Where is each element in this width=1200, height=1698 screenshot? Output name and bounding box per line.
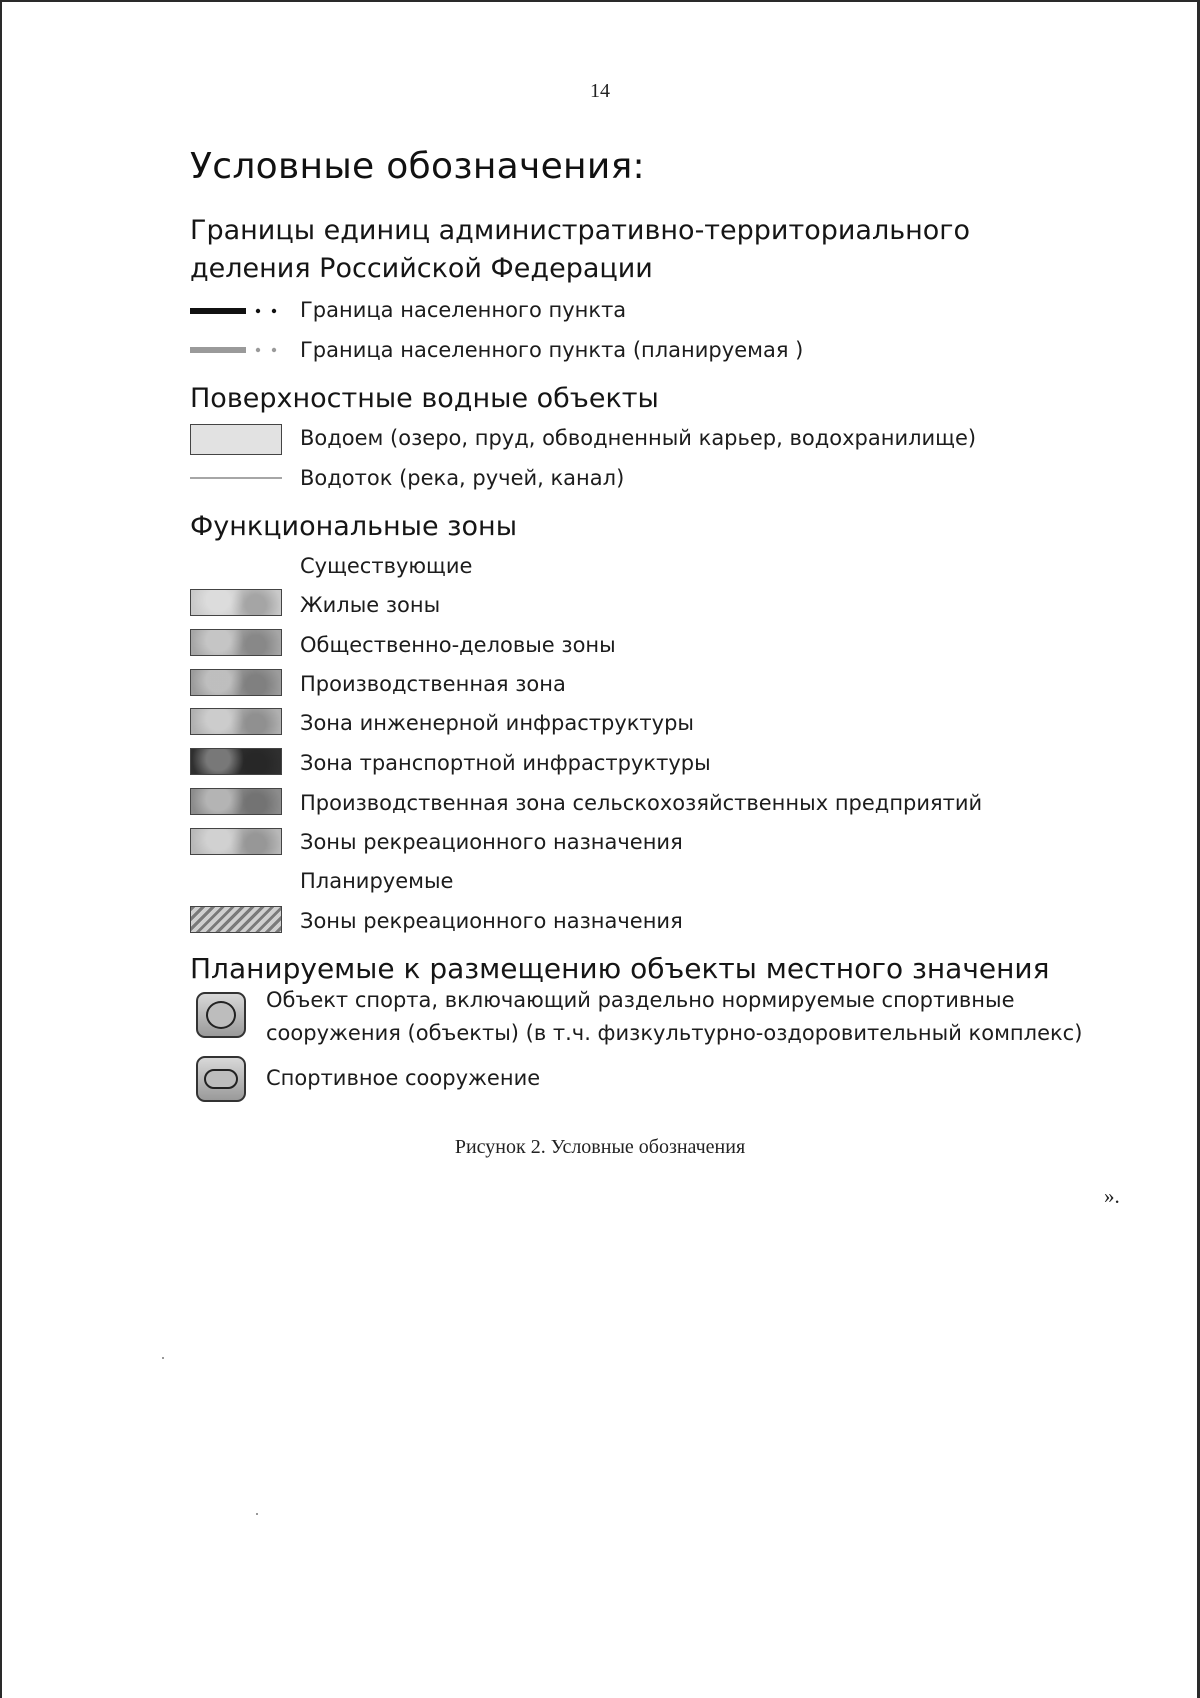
zone-swatch-recreational-planned <box>190 906 282 933</box>
soccer-ball-icon <box>196 992 246 1038</box>
scan-edge-left <box>0 0 2 1698</box>
figure-caption: Рисунок 2. Условные обозначения <box>454 1136 746 1158</box>
zones-heading: Функциональные зоны <box>190 511 518 542</box>
legend-title: Условные обозначения: <box>190 146 645 187</box>
border-item-planned: Граница населенного пункта (планируемая ) <box>300 338 804 362</box>
zone-swatch-residential <box>190 589 282 616</box>
settlement-border-symbol <box>190 304 282 318</box>
stadium-icon <box>196 1056 246 1102</box>
border-item-existing: Граница населенного пункта <box>300 298 627 322</box>
planned-settlement-border-symbol <box>190 343 282 357</box>
zone-engineering: Зона инженерной инфраструктуры <box>300 711 695 735</box>
zones-planned-label: Планируемые <box>300 869 454 893</box>
zone-industrial: Производственная зона <box>300 672 566 696</box>
zone-swatch-recreational <box>190 828 282 855</box>
zone-swatch-transport <box>190 748 282 775</box>
zone-transport: Зона транспортной инфраструктуры <box>300 751 711 775</box>
borders-heading-line2: деления Российской Федерации <box>190 253 653 284</box>
water-item-watercourse: Водоток (река, ручей, канал) <box>300 466 625 490</box>
zone-residential: Жилые зоны <box>300 593 441 617</box>
zone-agricultural: Производственная зона сельскохозяйственных предприятий <box>300 791 983 815</box>
object-sport-facility-line2: сооружения (объекты) (в т.ч. физкультурно-оздоровительный комплекс) <box>266 1021 1083 1045</box>
zone-public-business: Общественно-деловые зоны <box>300 633 616 657</box>
zone-swatch-public-business <box>190 629 282 656</box>
closing-quote: ». <box>1104 1184 1120 1208</box>
objects-heading: Планируемые к размещению объекты местного значения <box>190 952 1050 985</box>
object-sport-structure: Спортивное сооружение <box>266 1066 541 1090</box>
scan-speck <box>162 1357 164 1359</box>
watercourse-symbol <box>190 471 282 485</box>
object-sport-facility-line1: Объект спорта, включающий раздельно нормируемые спортивные <box>266 988 1015 1012</box>
zones-existing-label: Существующие <box>300 554 473 578</box>
water-item-reservoir: Водоем (озеро, пруд, обводненный карьер, водохранилище) <box>300 426 977 450</box>
zone-swatch-engineering <box>190 708 282 735</box>
borders-heading-line1: Границы единиц административно-территориального <box>190 215 970 246</box>
zone-recreational: Зоны рекреационного назначения <box>300 830 683 854</box>
reservoir-swatch <box>190 424 282 455</box>
zone-recreational-planned: Зоны рекреационного назначения <box>300 909 683 933</box>
scan-edge-top <box>0 0 1200 2</box>
page-number: 14 <box>590 80 610 102</box>
water-heading: Поверхностные водные объекты <box>190 383 659 414</box>
zone-swatch-industrial <box>190 669 282 696</box>
zone-swatch-agricultural <box>190 788 282 815</box>
scan-speck <box>256 1513 258 1515</box>
